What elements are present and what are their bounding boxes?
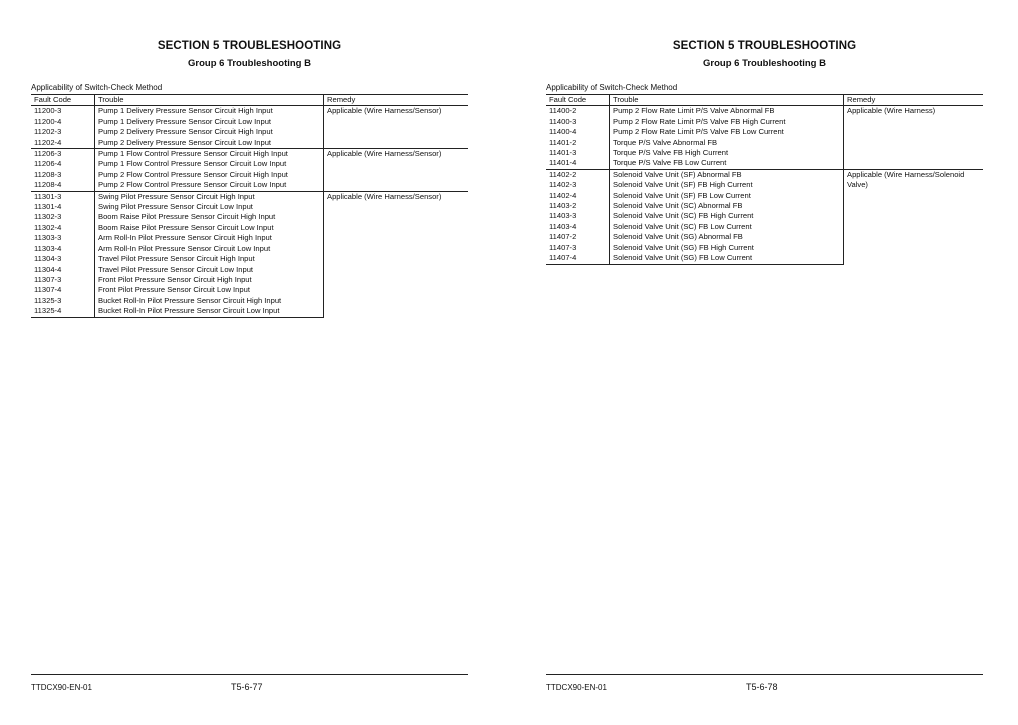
remedy: Applicable (Wire Harness) xyxy=(844,106,984,169)
table-row xyxy=(31,149,468,160)
trouble: Torque P/S Valve Abnormal FB xyxy=(610,138,844,148)
fault-code: 11202-3 xyxy=(31,127,95,137)
fault-code: 11407-2 xyxy=(546,232,610,242)
trouble: Bucket Roll-In Pilot Pressure Sensor Circuit High Input xyxy=(95,296,324,306)
fault-code: 11403-4 xyxy=(546,222,610,232)
trouble: Arm Roll-In Pilot Pressure Sensor Circuit Low Input xyxy=(95,244,324,254)
section-title: SECTION 5 TROUBLESHOOTING xyxy=(157,40,342,52)
trouble: Torque P/S Valve FB Low Current xyxy=(610,158,844,169)
trouble: Boom Raise Pilot Pressure Sensor Circuit High Input xyxy=(95,212,324,222)
table-row xyxy=(31,106,468,117)
trouble: Front Pilot Pressure Sensor Circuit Low Input xyxy=(95,285,324,295)
footer-divider xyxy=(31,674,468,675)
trouble: Pump 1 Flow Control Pressure Sensor Circuit Low Input xyxy=(95,159,324,169)
header-fault-code: Fault Code xyxy=(31,95,95,106)
fault-code: 11304-3 xyxy=(31,254,95,264)
table-header-row xyxy=(546,95,983,106)
fault-code: 11302-4 xyxy=(31,223,95,233)
fault-code: 11206-3 xyxy=(31,149,95,160)
trouble: Pump 2 Delivery Pressure Sensor Circuit Low Input xyxy=(95,138,324,149)
trouble: Pump 2 Flow Control Pressure Sensor Circuit Low Input xyxy=(95,180,324,191)
remedy: Applicable (Wire Harness/Solenoid Valve) xyxy=(844,169,984,264)
fault-code: 11304-4 xyxy=(31,265,95,275)
trouble: Swing Pilot Pressure Sensor Circuit High Input xyxy=(95,191,324,202)
header-trouble: Trouble xyxy=(95,95,324,106)
trouble: Pump 2 Delivery Pressure Sensor Circuit High Input xyxy=(95,127,324,137)
trouble: Bucket Roll-In Pilot Pressure Sensor Circuit Low Input xyxy=(95,306,324,317)
trouble: Travel Pilot Pressure Sensor Circuit High Input xyxy=(95,254,324,264)
table-row xyxy=(546,169,983,180)
fault-code: 11301-3 xyxy=(31,191,95,202)
trouble: Solenoid Valve Unit (SC) FB Low Current xyxy=(610,222,844,232)
header-trouble: Trouble xyxy=(610,95,844,106)
fault-code: 11401-2 xyxy=(546,138,610,148)
fault-code: 11402-2 xyxy=(546,169,610,180)
fault-code-table xyxy=(546,94,983,265)
fault-code: 11400-4 xyxy=(546,127,610,137)
fault-code: 11208-3 xyxy=(31,170,95,180)
trouble: Pump 1 Delivery Pressure Sensor Circuit High Input xyxy=(95,106,324,117)
trouble: Pump 1 Delivery Pressure Sensor Circuit Low Input xyxy=(95,117,324,127)
trouble: Travel Pilot Pressure Sensor Circuit Low Input xyxy=(95,265,324,275)
trouble: Boom Raise Pilot Pressure Sensor Circuit Low Input xyxy=(95,223,324,233)
remedy: Applicable (Wire Harness/Sensor) xyxy=(324,149,469,192)
right-page xyxy=(546,0,983,725)
fault-code: 11402-4 xyxy=(546,191,610,201)
fault-code: 11307-3 xyxy=(31,275,95,285)
group-title: Group 6 Troubleshooting B xyxy=(703,58,826,69)
fault-code: 11200-3 xyxy=(31,106,95,117)
left-page xyxy=(31,0,468,725)
fault-code: 11402-3 xyxy=(546,180,610,190)
header-remedy: Remedy xyxy=(844,95,984,106)
fault-code: 11403-2 xyxy=(546,201,610,211)
fault-code: 11401-4 xyxy=(546,158,610,169)
fault-code: 11200-4 xyxy=(31,117,95,127)
trouble: Pump 2 Flow Rate Limit P/S Valve FB Low Current xyxy=(610,127,844,137)
fault-code: 11202-4 xyxy=(31,138,95,149)
table-caption: Applicability of Switch-Check Method xyxy=(546,83,678,92)
table-row xyxy=(31,191,468,202)
fault-code: 11303-4 xyxy=(31,244,95,254)
trouble: Pump 1 Flow Control Pressure Sensor Circuit High Input xyxy=(95,149,324,160)
trouble: Swing Pilot Pressure Sensor Circuit Low Input xyxy=(95,202,324,212)
footer-page-number: T5-6-78 xyxy=(746,682,778,692)
footer-document-code: TTDCX90-EN-01 xyxy=(31,683,92,692)
fault-code: 11301-4 xyxy=(31,202,95,212)
trouble: Front Pilot Pressure Sensor Circuit High Input xyxy=(95,275,324,285)
remedy: Applicable (Wire Harness/Sensor) xyxy=(324,191,469,317)
fault-code: 11325-3 xyxy=(31,296,95,306)
table-row xyxy=(546,106,983,117)
fault-code: 11302-3 xyxy=(31,212,95,222)
fault-code: 11407-4 xyxy=(546,253,610,264)
fault-code: 11407-3 xyxy=(546,243,610,253)
fault-code: 11400-2 xyxy=(546,106,610,117)
trouble: Solenoid Valve Unit (SC) FB High Current xyxy=(610,211,844,221)
fault-code: 11401-3 xyxy=(546,148,610,158)
trouble: Pump 2 Flow Rate Limit P/S Valve Abnormal FB xyxy=(610,106,844,117)
fault-code-table xyxy=(31,94,468,318)
trouble: Torque P/S Valve FB High Current xyxy=(610,148,844,158)
fault-code: 11303-3 xyxy=(31,233,95,243)
header-fault-code: Fault Code xyxy=(546,95,610,106)
trouble: Pump 2 Flow Control Pressure Sensor Circuit High Input xyxy=(95,170,324,180)
footer-document-code: TTDCX90-EN-01 xyxy=(546,683,607,692)
fault-code: 11206-4 xyxy=(31,159,95,169)
fault-code: 11307-4 xyxy=(31,285,95,295)
trouble: Solenoid Valve Unit (SF) FB High Current xyxy=(610,180,844,190)
fault-code: 11208-4 xyxy=(31,180,95,191)
trouble: Pump 2 Flow Rate Limit P/S Valve FB High Current xyxy=(610,117,844,127)
trouble: Arm Roll-In Pilot Pressure Sensor Circuit High Input xyxy=(95,233,324,243)
fault-code: 11400-3 xyxy=(546,117,610,127)
trouble: Solenoid Valve Unit (SC) Abnormal FB xyxy=(610,201,844,211)
trouble: Solenoid Valve Unit (SG) FB Low Current xyxy=(610,253,844,264)
footer-divider xyxy=(546,674,983,675)
footer-page-number: T5-6-77 xyxy=(231,682,263,692)
trouble: Solenoid Valve Unit (SG) FB High Current xyxy=(610,243,844,253)
remedy: Applicable (Wire Harness/Sensor) xyxy=(324,106,469,149)
trouble: Solenoid Valve Unit (SG) Abnormal FB xyxy=(610,232,844,242)
group-title: Group 6 Troubleshooting B xyxy=(188,58,311,69)
fault-code: 11325-4 xyxy=(31,306,95,317)
section-title: SECTION 5 TROUBLESHOOTING xyxy=(672,40,857,52)
fault-code: 11403-3 xyxy=(546,211,610,221)
trouble: Solenoid Valve Unit (SF) FB Low Current xyxy=(610,191,844,201)
table-caption: Applicability of Switch-Check Method xyxy=(31,83,163,92)
trouble: Solenoid Valve Unit (SF) Abnormal FB xyxy=(610,169,844,180)
header-remedy: Remedy xyxy=(324,95,469,106)
table-header-row xyxy=(31,95,468,106)
